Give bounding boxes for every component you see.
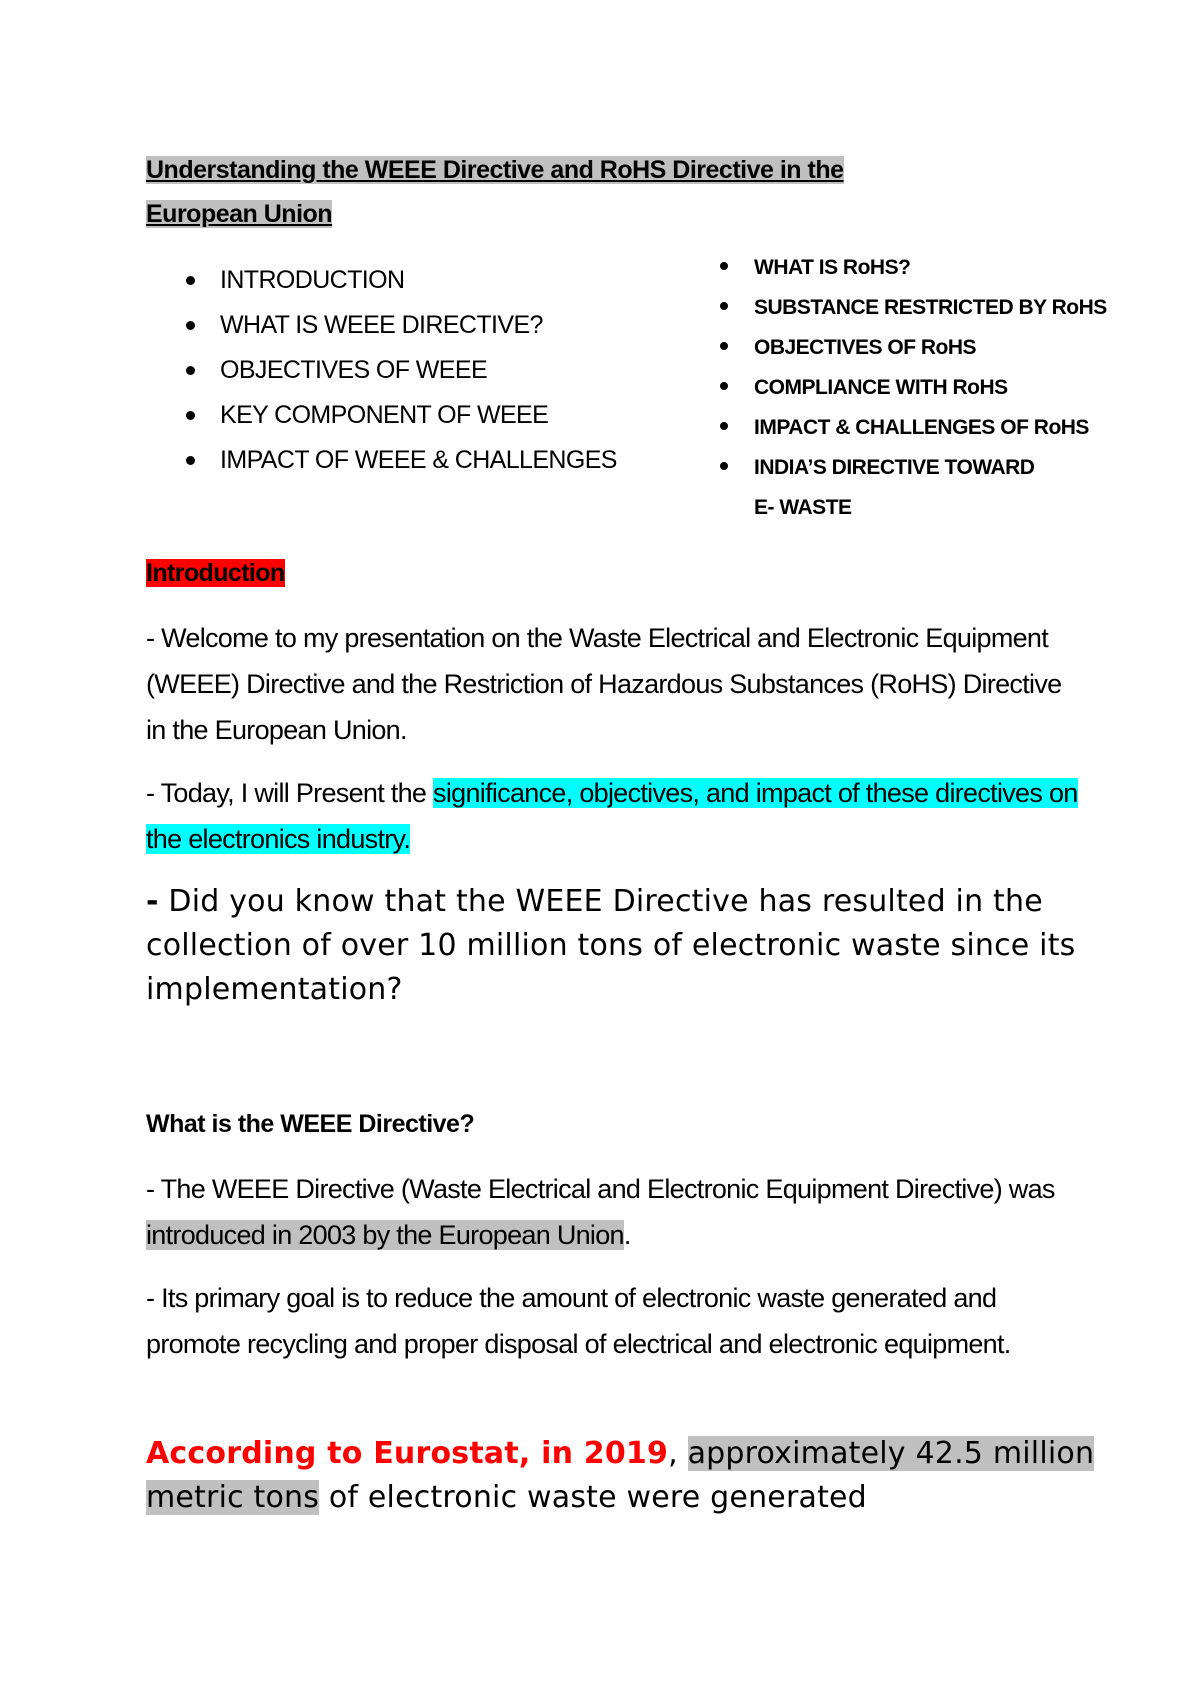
title-line-1: Understanding the WEEE Directive and RoHS Directive in the xyxy=(146,156,844,184)
list-item: IMPACT OF WEEE & CHALLENGES xyxy=(186,438,617,483)
document-title xyxy=(146,148,844,236)
highlight-text: introduced in 2003 by the European Union xyxy=(146,1220,624,1250)
list-item: WHAT IS RoHS? xyxy=(720,248,1107,288)
highlight-text: significance, objectives, and impact of these directives on the electronics industry. xyxy=(146,778,1078,854)
weee-paragraph-2: - Its primary goal is to reduce the amount of electronic waste generated and promote recycling and proper disposal of electrical and electronic equipment. xyxy=(146,1283,1011,1359)
bullet-icon xyxy=(720,302,728,310)
list-item: WHAT IS WEEE DIRECTIVE? xyxy=(186,303,617,348)
bullet-icon xyxy=(720,262,728,270)
bullet-icon xyxy=(186,321,195,330)
bullet-icon xyxy=(720,342,728,350)
bullet-icon xyxy=(720,422,728,430)
highlight-text: approximately 42.5 million metric tons xyxy=(146,1436,1095,1515)
intro-heading: Introduction xyxy=(146,559,285,587)
intro-paragraph-3: - Did you know that the WEEE Directive has resulted in the collection of over 10 million tons of electronic waste since its implementation? xyxy=(146,884,1076,1007)
list-item: INTRODUCTION xyxy=(186,258,617,303)
list-item: COMPLIANCE WITH RoHS xyxy=(720,368,1107,408)
bullet-icon xyxy=(186,411,195,420)
toc-left-list xyxy=(186,258,617,483)
list-item: INDIA’S DIRECTIVE TOWARD xyxy=(720,448,1107,488)
list-item: OBJECTIVES OF RoHS xyxy=(720,328,1107,368)
weee-heading: What is the WEEE Directive? xyxy=(146,1110,475,1138)
list-item: OBJECTIVES OF WEEE xyxy=(186,348,617,393)
list-item: SUBSTANCE RESTRICTED BY RoHS xyxy=(720,288,1107,328)
bullet-icon xyxy=(186,366,195,375)
weee-paragraph-3: According to Eurostat, in 2019, approximately 42.5 million metric tons of electronic waste were generated xyxy=(146,1436,1095,1515)
list-item: KEY COMPONENT OF WEEE xyxy=(186,393,617,438)
bullet-icon xyxy=(720,382,728,390)
list-item-continuation: E- WASTE xyxy=(754,496,852,519)
list-item: IMPACT & CHALLENGES OF RoHS xyxy=(720,408,1107,448)
intro-paragraph-2: - Today, I will Present the significance, objectives, and impact of these directives on the electronics industry. xyxy=(146,778,1078,854)
bullet-icon xyxy=(186,276,195,285)
title-line-2: European Union xyxy=(146,200,333,228)
bullet-icon xyxy=(186,456,195,465)
bullet-icon xyxy=(720,462,728,470)
weee-paragraph-1: - The WEEE Directive (Waste Electrical and Electronic Equipment Directive) was introduced in 2003 by the European Union. xyxy=(146,1174,1055,1250)
intro-paragraph-1: - Welcome to my presentation on the Waste Electrical and Electronic Equipment (WEEE) Directive and the Restriction of Hazardous Substances (RoHS) Directive in the European Union. xyxy=(146,623,1062,745)
toc-right-list xyxy=(720,248,1107,528)
red-emphasis-text: According to Eurostat, in 2019 xyxy=(146,1436,669,1471)
